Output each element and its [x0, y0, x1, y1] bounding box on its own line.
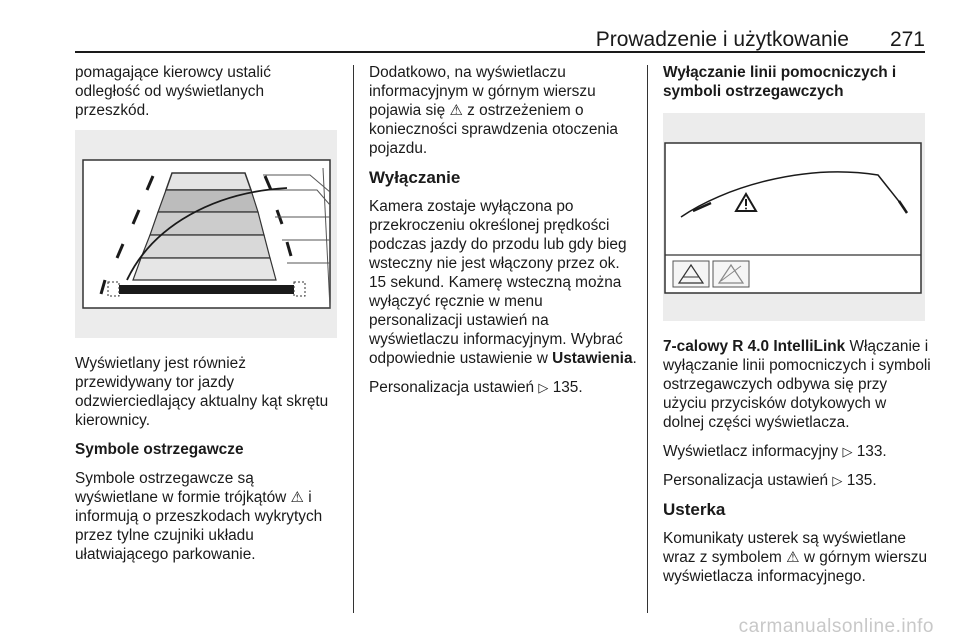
rear-camera-guidelines-figure [75, 130, 337, 338]
header-rule [75, 51, 925, 53]
paragraph: Personalizacja ustawień ▷ 135. [369, 379, 583, 396]
watermark: carmanualsonline.info [738, 616, 934, 637]
paragraph: 7-calowy R 4.0 IntelliLink Włączanie i wyłączanie linii pomocniczych i symboli ostrzegawczych odbywa się przy użyciu przycisków dotykowych w dolnej części wyświetlacza. [663, 338, 931, 431]
column-3 [663, 63, 931, 596]
column-2 [369, 63, 639, 407]
model-label: 7-calowy R 4.0 IntelliLink [663, 338, 846, 355]
page-reference-icon: ▷ [538, 380, 549, 395]
section-heading: Symbole ostrzegawcze [75, 441, 244, 458]
section-heading: Wyłączanie linii pomocniczych i symboli ostrzegawczych [663, 64, 897, 100]
paragraph: Wyświetlany jest również przewidywany tor jazdy odzwierciedlający aktualny kąt skrętu kierownicy. [75, 355, 329, 429]
page-reference-icon: ▷ [832, 473, 843, 488]
page-title: Prowadzenie i użytkowanie [595, 28, 849, 51]
display-buttons-figure [663, 113, 925, 321]
column-divider [353, 65, 354, 613]
column-1 [75, 63, 337, 574]
page-reference-icon: ▷ [842, 444, 853, 459]
paragraph: Dodatkowo, na wyświetlaczu informacyjnym w górnym wierszu pojawia się ⚠ z ostrzeżeniem o konieczności sprawdzenia otoczenia pojazdu. [369, 64, 618, 157]
paragraph: pomagające kierowcy ustalić odległość od wyświetlanych przeszkód. [75, 64, 271, 119]
paragraph: Symbole ostrzegawcze są wyświetlane w formie trójkątów ⚠ i informują o przeszkodach wykrytych przez tylne czujniki układu ułatwiającego parkowanie. [75, 470, 323, 563]
paragraph: Komunikaty usterek są wyświetlane wraz z symbolem ⚠ w górnym wierszu wyświetlacza informacyjnego. [663, 530, 928, 585]
warning-triangle-icon: ⚠ [449, 102, 463, 119]
section-heading: Usterka [663, 500, 726, 519]
paragraph: Wyświetlacz informacyjny ▷ 133. [663, 443, 887, 460]
paragraph: Personalizacja ustawień ▷ 135. [663, 472, 877, 489]
menu-label: Ustawienia [552, 350, 633, 367]
section-heading: Wyłączanie [369, 168, 461, 187]
page-number: 271 [889, 28, 925, 51]
warning-triangle-icon: ⚠ [290, 489, 304, 506]
column-divider [647, 65, 648, 613]
warning-triangle-icon: ⚠ [786, 549, 800, 566]
paragraph: Kamera zostaje wyłączona po przekroczeniu określonej prędkości podczas jazdy do przodu lub gdy bieg wsteczny nie jest włączony przez ok. 15 sekund. Kamerę wsteczną można wyłączyć ręcznie w menu personalizacji ustawień na wyświetlaczu informacyjnym. Wybrać odpowiednie ustawienie w Ustawienia. [369, 198, 637, 367]
